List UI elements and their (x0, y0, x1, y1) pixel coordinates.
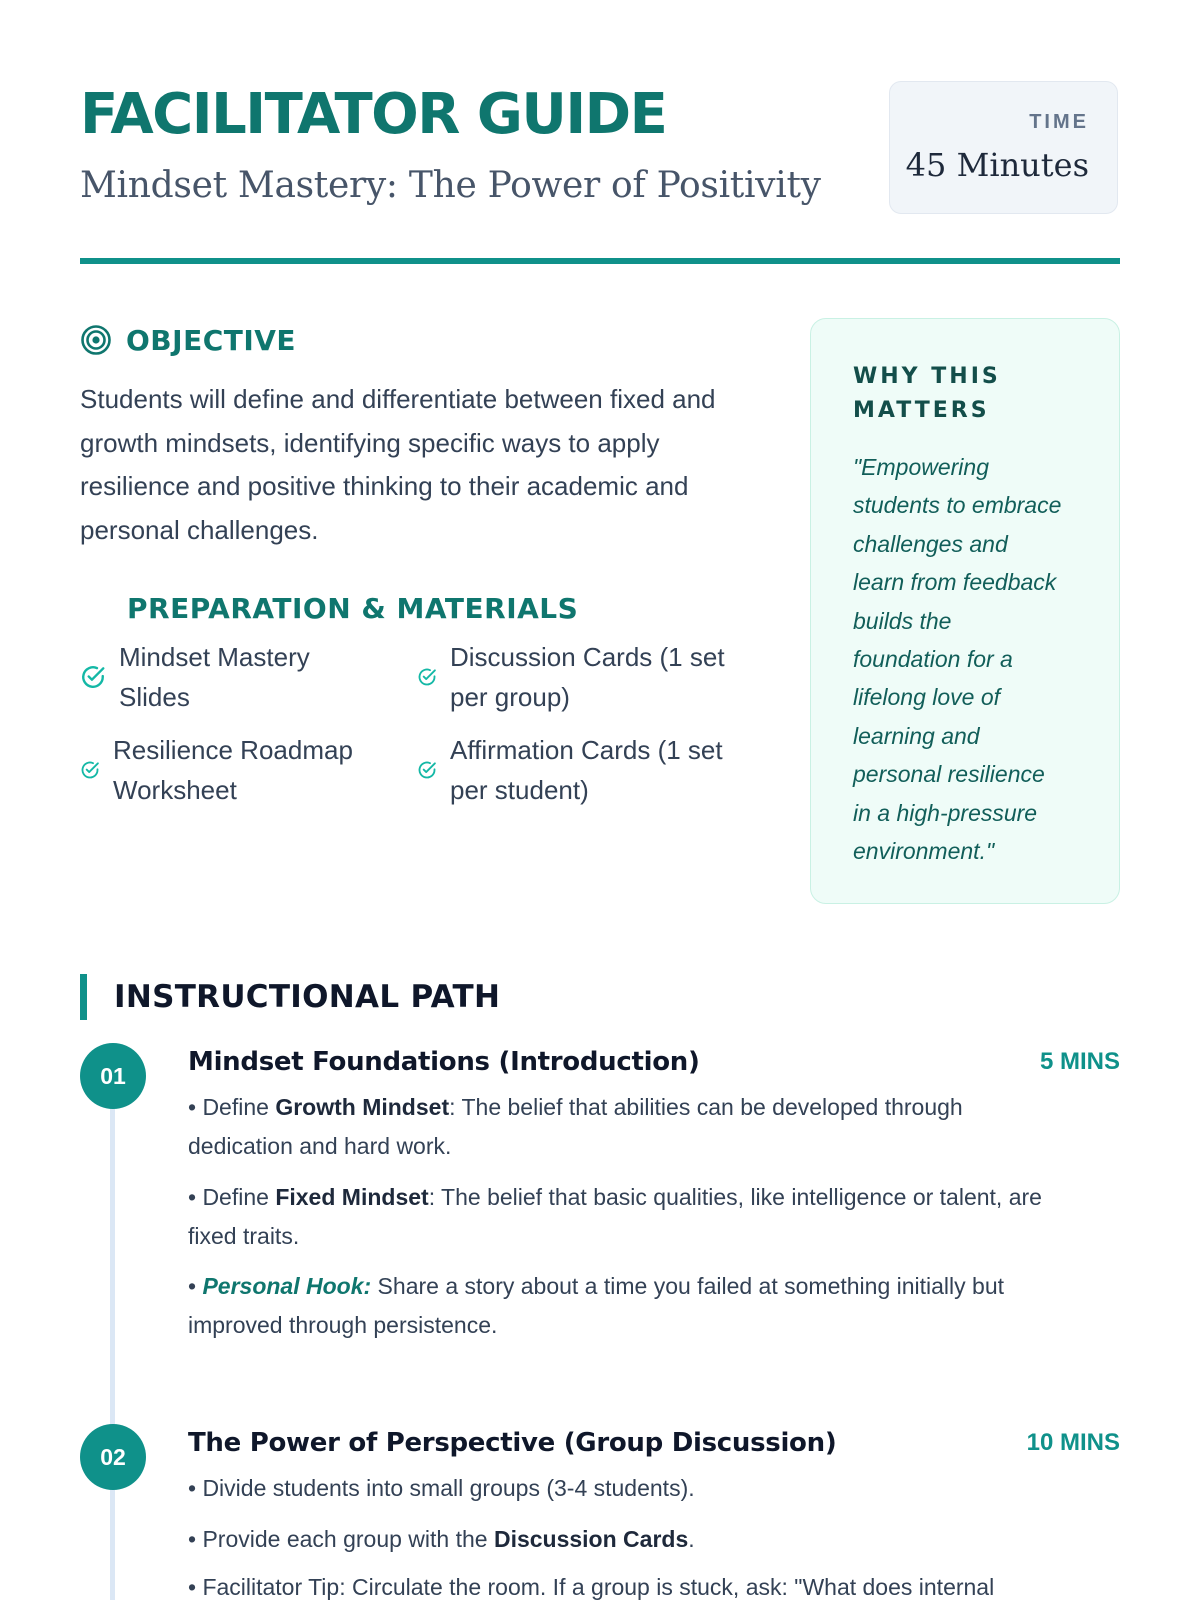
check-circle-icon (80, 664, 106, 690)
material-item (80, 730, 353, 810)
step-bullet (188, 1568, 1120, 1607)
why-this-matters-card (810, 318, 1120, 904)
header-divider (80, 258, 1120, 264)
bullet-term: Fixed Mindset (275, 1184, 429, 1210)
bullet-text: dedication and hard work. (188, 1132, 452, 1159)
step-duration: 5 MINS (1039, 1048, 1120, 1075)
quote-line: in a high-pressure (853, 799, 1038, 826)
bullet-prefix: • (188, 1273, 203, 1299)
quote-line: environment." (853, 838, 995, 865)
step-bullet (188, 1088, 1120, 1165)
time-label: TIME (1029, 111, 1089, 133)
timeline-line (110, 1100, 115, 1600)
material-line: Mindset Mastery (119, 642, 310, 672)
bullet-term: Discussion Cards (493, 1526, 689, 1552)
time-value: 45 Minutes (905, 146, 1089, 184)
bullet-text: Share a story about a time you failed at something initially but (371, 1273, 1005, 1299)
quote-line: personal resilience (853, 761, 1045, 788)
material-line: Resilience Roadmap (113, 735, 353, 765)
check-circle-icon (417, 667, 437, 687)
bullet-text: improved through persistence. (188, 1311, 498, 1338)
step-title: Mindset Foundations (Introduction) (188, 1047, 700, 1077)
material-item (417, 637, 725, 717)
time-box (889, 81, 1118, 214)
bullet-text: . (688, 1526, 695, 1552)
personal-hook-term: Personal Hook: (202, 1273, 372, 1299)
why-label-line: WHY THIS (853, 364, 1001, 389)
material-line: per student) (450, 775, 589, 805)
materials-title: PREPARATION & MATERIALS (127, 592, 579, 625)
bullet-prefix: • Provide each group with the (188, 1526, 494, 1552)
material-item (80, 637, 310, 717)
quote-line: builds the (853, 607, 952, 634)
why-quote (853, 448, 1089, 870)
step-number-badge: 01 (80, 1043, 146, 1109)
objective-title: OBJECTIVE (126, 323, 297, 357)
objective-heading (80, 320, 296, 360)
step-duration: 10 MINS (1026, 1429, 1120, 1456)
quote-line: challenges and (853, 530, 1008, 557)
page-subtitle: Mindset Mastery: The Power of Positivity (80, 165, 821, 206)
step-bullet (188, 1469, 1120, 1508)
target-icon (80, 324, 112, 356)
material-line: Worksheet (113, 775, 237, 805)
bullet-text: : The belief that abilities can be developed through (449, 1094, 963, 1120)
step-bullet (188, 1520, 1120, 1559)
section-accent-bar (80, 974, 87, 1020)
quote-line: foundation for a (853, 646, 1013, 673)
quote-line: "Empowering (853, 454, 990, 480)
material-item (417, 730, 723, 810)
bullet-text: • Divide students into small groups (3-4 students). (188, 1475, 695, 1501)
material-line: Discussion Cards (1 set (450, 642, 725, 672)
bullet-text: fixed traits. (188, 1222, 300, 1249)
bullet-prefix: • Define (188, 1184, 276, 1210)
quote-line: lifelong love of (853, 684, 1001, 711)
quote-line: students to embrace (853, 492, 1062, 519)
material-line: Slides (119, 682, 190, 712)
check-circle-icon (80, 760, 100, 780)
why-label (853, 360, 1089, 428)
step-bullet (188, 1267, 1120, 1344)
quote-line: learn from feedback (853, 569, 1057, 596)
bullet-text: : The belief that basic qualities, like intelligence or talent, are (428, 1184, 1042, 1210)
facilitator-guide-page (80, 0, 1120, 1600)
instructional-path-title: INSTRUCTIONAL PATH (114, 979, 501, 1015)
material-line: per group) (450, 682, 570, 712)
bullet-text: • Facilitator Tip: Circulate the room. If a group is stuck, ask: "What does internal (188, 1574, 995, 1600)
material-line: Affirmation Cards (1 set (450, 735, 723, 765)
step-title: The Power of Perspective (Group Discussion) (188, 1428, 837, 1458)
quote-line: learning and (853, 722, 980, 749)
bullet-term: Growth Mindset (275, 1094, 450, 1120)
step-bullet (188, 1178, 1120, 1255)
page-title: FACILITATOR GUIDE (80, 82, 667, 147)
bullet-prefix: • Define (188, 1094, 276, 1120)
check-circle-icon (417, 760, 437, 780)
step-number-badge: 02 (80, 1424, 146, 1490)
why-label-line: MATTERS (853, 398, 990, 423)
objective-text: Students will define and differentiate between fixed and growth mindsets, identifying specific ways to apply resilience and positive thinking to their academic and personal challenges. (80, 384, 716, 545)
